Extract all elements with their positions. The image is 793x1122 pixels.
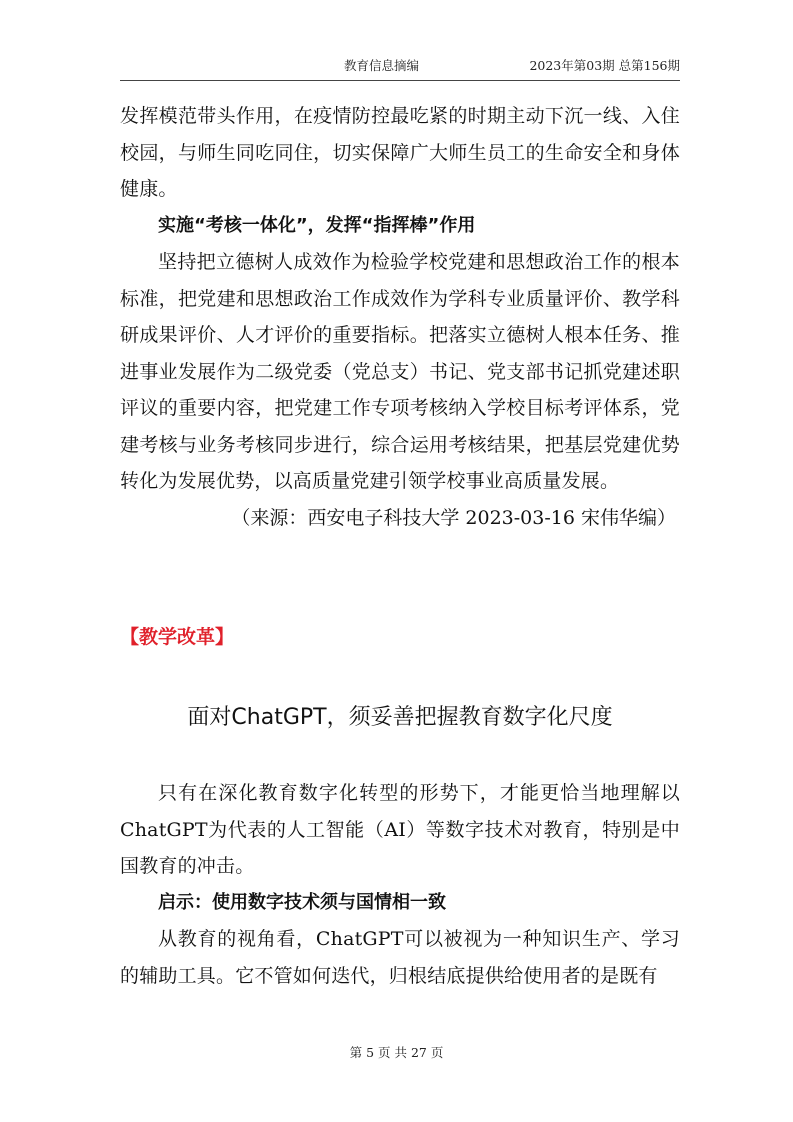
article-continuation bbox=[120, 98, 680, 536]
page-footer: 第 5 页 共 27 页 bbox=[349, 1045, 444, 1060]
subheading-inspiration: 启示：使用数字技术须与国情相一致 bbox=[158, 891, 446, 913]
issue-info: 2023年第03期 总第156期 bbox=[529, 58, 680, 73]
paragraph-intro: 只有在深化教育数字化转型的形势下，才能更恰当地理解以ChatGPT为代表的人工智能（AI）等数字技术对教育，特别是中国教育的冲击。 bbox=[120, 782, 680, 877]
paragraph-continued: 发挥模范带头作用，在疫情防控最吃紧的时期主动下沉一线、入住校园，与师生同吃同住，切实保障广大师生员工的生命安全和身体健康。 bbox=[120, 105, 680, 200]
paragraph-education-view: 从教育的视角看，ChatGPT可以被视为一种知识生产、学习的辅助工具。它不管如何迭代，归根结底提供给使用者的是既有 bbox=[120, 928, 680, 987]
page-header bbox=[120, 52, 680, 74]
publication-name: 教育信息摘编 bbox=[344, 58, 420, 73]
subheading-assessment: 实施“考核一体化”，发挥“指挥棒”作用 bbox=[158, 214, 476, 236]
header-divider bbox=[120, 80, 680, 81]
article-source: （来源：西安电子科技大学 2023-03-16 宋伟华编） bbox=[231, 506, 676, 529]
article-title: 面对ChatGPT，须妥善把握教育数字化尺度 bbox=[187, 705, 613, 730]
article-body bbox=[120, 775, 680, 994]
section-tag: 【教学改革】 bbox=[120, 626, 235, 648]
paragraph-assessment: 坚持把立德树人成效作为检验学校党建和思想政治工作的根本标准，把党建和思想政治工作成效作为学科专业质量评价、教学科研成果评价、人才评价的重要指标。把落实立德树人根本任务、推进事业发展作为二级党委（党总支）书记、党支部书记抓党建述职评议的重要内容，把党建工作专项考核纳入学校目标考评体系，党建考核与业务考核同步进行，综合运用考核结果，把基层党建优势转化为发展优势，以高质量党建引领学校事业高质量发展。 bbox=[120, 251, 680, 492]
